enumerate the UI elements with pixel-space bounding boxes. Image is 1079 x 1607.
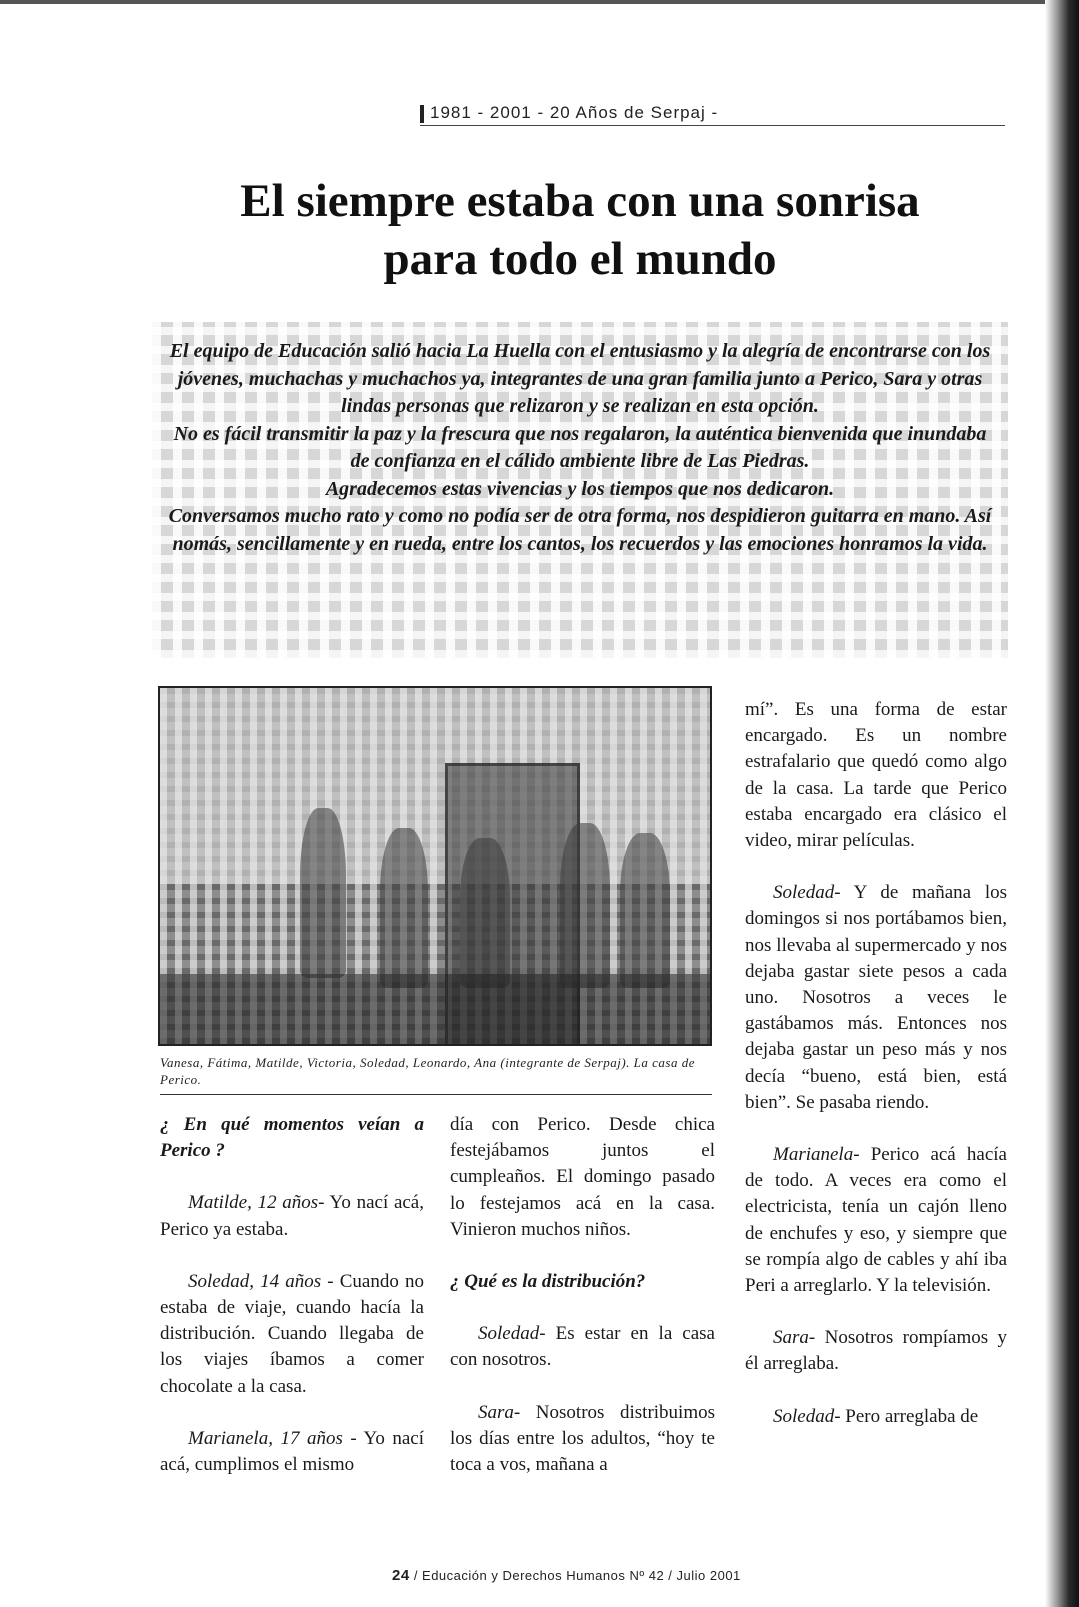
answer-text: - Yo nací acá, cumplimos el mismo <box>160 1427 424 1476</box>
page-footer <box>392 1567 812 1584</box>
interview-question: ¿ En qué momentos veían a Perico ? <box>160 1114 424 1162</box>
intro-paragraph: El equipo de Educación salió hacia La Huella con el entusiasmo y la alegría de encontrarse con los jóvenes, muchachas y muchachos ya, integrantes de una gran familia junto a Perico, Sara y otras lindas personas que relizaron y se realizan en esta opción. <box>169 340 991 417</box>
article-title <box>150 172 1010 288</box>
speaker-name: Marianela- <box>773 1144 860 1166</box>
interview-answer <box>160 1269 424 1400</box>
running-head-bar <box>420 105 424 123</box>
group-photo <box>158 686 712 1046</box>
text-column-1 <box>160 1112 424 1504</box>
speaker-name: Soledad- <box>773 1405 841 1427</box>
answer-text: - Cuando no estaba de viaje, cuando hacía la distribución. Cuando llegaba de los viajes íbamos a comer chocolate a la casa. <box>160 1270 424 1397</box>
intro-box <box>152 322 1008 658</box>
answer-text: Y de mañana los domingos si nos portábamos bien, nos llevaba al supermercado y nos dejaba gastar siete pesos a cada uno. Nosotros a veces le gastábamos más. Entonces nos dejaba gastar un peso más y nos decía “bueno, está bien, está bien”. Se pasaba riendo. <box>745 882 1007 1113</box>
photo-person <box>460 838 510 988</box>
interview-answer-continued: día con Perico. Desde chica festejábamos juntos el cumpleaños. El domingo pasado lo festejamos acá en la casa. Vinieron muchos niños. <box>450 1114 715 1240</box>
intro-paragraph: No es fácil transmitir la paz y la frescura que nos regalaron, la auténtica bienvenida que inundaba de confianza en el cálido ambiente libre de Las Piedras. <box>173 422 987 472</box>
running-head-text: 1981 - 2001 - 20 Años de Serpaj - <box>430 103 719 122</box>
answer-text: Nosotros distribuimos los días entre los adultos, “hoy te toca a vos, mañana a <box>450 1401 715 1476</box>
text-column-3 <box>745 697 1007 1456</box>
answer-text: Yo nací acá, Perico ya estaba. <box>160 1192 424 1240</box>
photo-person <box>380 828 428 988</box>
interview-answer <box>450 1321 715 1373</box>
top-rule <box>0 0 1079 4</box>
page-number: 24 <box>392 1567 410 1584</box>
answer-text: Es estar en la casa con nosotros. <box>450 1323 715 1371</box>
photo-person <box>620 833 670 988</box>
photo-person <box>560 823 610 988</box>
speaker-name: Sara- <box>773 1327 816 1349</box>
interview-answer <box>745 1404 1007 1430</box>
intro-paragraph: Agradecemos estas vivencias y los tiempos que nos dedicaron. <box>325 477 835 500</box>
interview-answer <box>745 1142 1007 1299</box>
page-edge-shadow <box>1045 0 1079 1607</box>
intro-paragraph: Conversamos mucho rato y como no podía ser de otra forma, nos despidieron guitarra en mano. Así nomás, sencillamente y en rueda, entre los cantos, los recuerdos y las emociones honramos la vida. <box>168 505 992 555</box>
interview-question: ¿ Qué es la distribución? <box>450 1271 646 1293</box>
publication-info: / Educación y Derechos Humanos Nº 42 / Julio 2001 <box>413 1568 741 1583</box>
photo-foreground <box>160 974 710 1044</box>
answer-text: Perico acá hacía de todo. A veces era como el electricista, tenía un cajón lleno de enchufes y eso, y siempre que se rompía algo de cables y ahí iba Peri a arreglarlo. Y la televisión. <box>745 1144 1007 1297</box>
speaker-name: Soledad, 14 años <box>188 1270 322 1292</box>
title-line-1: El siempre estaba con una sonrisa <box>240 175 920 227</box>
speaker-name: Sara- <box>478 1401 521 1423</box>
running-head <box>420 104 1005 126</box>
speaker-name: Matilde, 12 años- <box>188 1192 325 1214</box>
photo-person <box>300 808 346 978</box>
interview-answer <box>745 1325 1007 1377</box>
speaker-name: Soledad- <box>773 882 841 904</box>
answer-text: Nosotros rompíamos y él arreglaba. <box>745 1327 1007 1375</box>
interview-answer-continued: mí”. Es una forma de estar encargado. Es un nombre estrafalario que quedó como algo de la casa. La tarde que Perico estaba encargado era clásico el video, mirar películas. <box>745 699 1007 852</box>
photo-caption: Vanesa, Fátima, Matilde, Victoria, Soledad, Leonardo, Ana (integrante de Serpaj). La casa de Perico. <box>160 1054 712 1095</box>
interview-answer <box>160 1190 424 1242</box>
text-column-2 <box>450 1112 715 1504</box>
title-line-2: para todo el mundo <box>383 233 777 285</box>
speaker-name: Soledad- <box>478 1323 546 1345</box>
interview-answer <box>160 1426 424 1478</box>
answer-text: Pero arreglaba de <box>840 1405 979 1427</box>
speaker-name: Marianela, 17 años <box>188 1427 343 1449</box>
interview-answer <box>450 1400 715 1479</box>
interview-answer <box>745 880 1007 1116</box>
